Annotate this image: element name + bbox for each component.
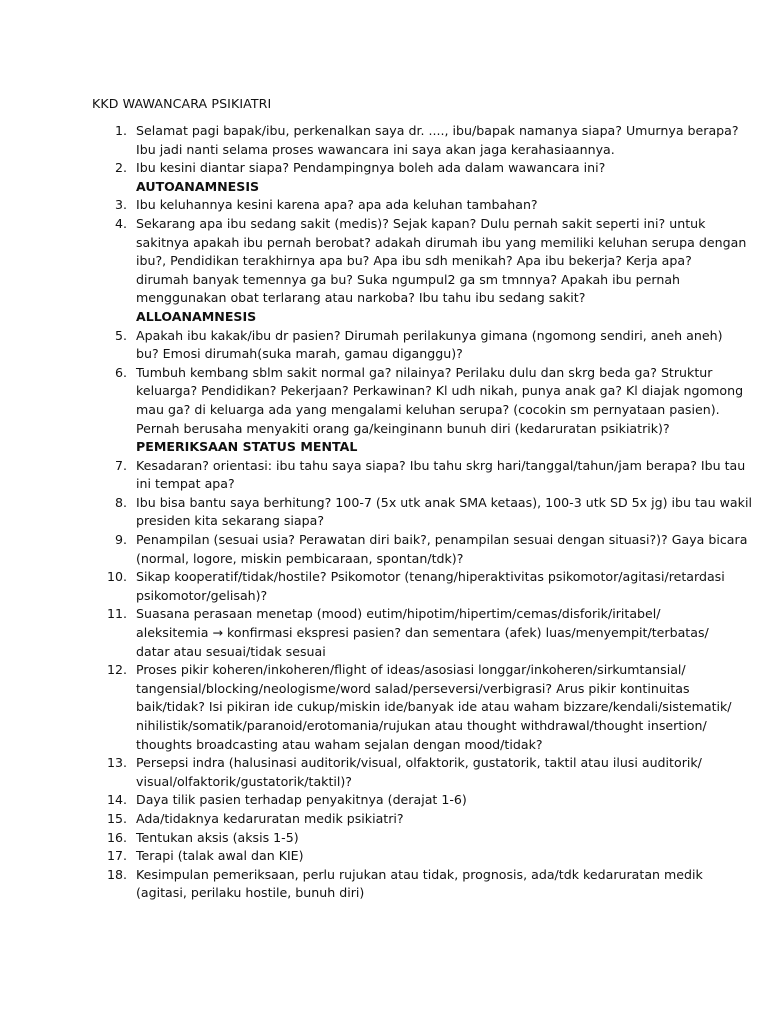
item-text-line: Ibu keluhannya kesini karena apa? apa ada keluhan tambahan? xyxy=(136,197,538,213)
item-text-line: Persepsi indra (halusinasi auditorik/visual, olfaktorik, gustatorik, taktil atau ilusi auditorik/ xyxy=(136,755,702,771)
item-text-line: ini tempat apa? xyxy=(136,476,235,492)
item-text-line: Suasana perasaan menetap (mood) eutim/hipotim/hipertim/cemas/disforik/iritabel/ xyxy=(136,606,661,622)
item-text-line: (normal, logore, miskin pembicaraan, spontan/tdk)? xyxy=(136,550,464,566)
item-number: 9. xyxy=(114,532,127,548)
list-item xyxy=(0,364,744,457)
item-text-line: Sekarang apa ibu sedang sakit (medis)? Sejak kapan? Dulu pernah sakit seperti ini? untuk xyxy=(136,215,706,231)
item-text-line: Ibu kesini diantar siapa? Pendampingnya boleh ada dalam wawancara ini? xyxy=(136,160,606,176)
list-item xyxy=(0,605,709,661)
item-number: 5. xyxy=(114,327,127,343)
list-item xyxy=(0,754,702,791)
list-item xyxy=(0,866,703,903)
list-item xyxy=(0,457,746,494)
item-text-line: tangensial/blocking/neologisme/word salad/perseversi/verbigrasi? Arus pikir kontinuitas xyxy=(136,680,690,696)
item-number: 3. xyxy=(114,197,127,213)
item-text-line: datar atau sesuai/tidak sesuai xyxy=(136,643,326,659)
item-number: 14. xyxy=(106,792,127,808)
item-text-line: Ibu jadi nanti selama proses wawancara ini saya akan jaga kerahasiaannya. xyxy=(136,141,615,157)
list-item xyxy=(0,196,676,215)
item-number: 6. xyxy=(114,364,127,380)
item-text-line: baik/tidak? Isi pikiran ide cukup/miskin ide/banyak ide atau waham bizzare/kendali/sistematik/ xyxy=(136,699,732,715)
item-text-line: mau ga? di keluarga ada yang mengalami keluhan serupa? (cocokin sm pernyataan pasien). xyxy=(136,401,720,417)
item-number: 11. xyxy=(106,606,127,622)
list-item xyxy=(0,494,752,531)
list-item xyxy=(0,122,739,159)
question-list xyxy=(0,122,768,903)
item-text-line: Selamat pagi bapak/ibu, perkenalkan saya dr. ...., ibu/bapak namanya siapa? Umurnya berapa? xyxy=(136,123,739,138)
item-text-line: presiden kita sekarang siapa? xyxy=(136,513,325,529)
document-title: KKD WAWANCARA PSIKIATRI xyxy=(92,96,272,111)
item-text-line: (agitasi, perilaku hostile, bunuh diri) xyxy=(136,885,365,901)
list-item xyxy=(0,847,676,866)
item-number: 15. xyxy=(106,810,127,826)
item-text-line: Pernah berusaha menyakiti orang ga/keinginann bunuh diri (kedaruratan psikiatrik)? xyxy=(136,420,670,436)
item-text-line: keluarga? Pendidikan? Pekerjaan? Perkawinan? Kl udh nikah, punya anak ga? Kl diajak ngomong xyxy=(136,383,744,399)
list-item xyxy=(0,159,676,196)
item-text-line: Penampilan (sesuai usia? Perawatan diri baik?, penampilan sesuai dengan situasi?)? Gaya bicara xyxy=(136,532,748,548)
list-item xyxy=(0,810,676,829)
section-heading: PEMERIKSAAN STATUS MENTAL xyxy=(136,439,358,455)
item-text-line: Apakah ibu kakak/ibu dr pasien? Dirumah perilakunya gimana (ngomong sendiri, aneh aneh) xyxy=(136,327,723,343)
item-text-line: Daya tilik pasien terhadap penyakitnya (derajat 1-6) xyxy=(136,792,467,808)
list-item xyxy=(0,829,676,848)
item-text-line: visual/olfaktorik/gustatorik/taktil)? xyxy=(136,773,352,789)
item-text-line: psikomotor/gelisah)? xyxy=(136,587,268,603)
item-text-line: bu? Emosi dirumah(suka marah, gamau diganggu)? xyxy=(136,346,463,362)
item-text-line: Sikap kooperatif/tidak/hostile? Psikomotor (tenang/hiperaktivitas psikomotor/agitasi/retardasi xyxy=(136,569,725,585)
item-number: 12. xyxy=(106,662,127,678)
item-text-line: sakitnya apakah ibu pernah berobat? adakah dirumah ibu yang memiliki keluhan serupa dengan xyxy=(136,234,747,250)
list-item xyxy=(0,791,676,810)
item-number: 7. xyxy=(114,457,127,473)
item-text-line: dirumah banyak temennya ga bu? Suka ngumpul2 ga sm tmnnya? Apakah ibu pernah xyxy=(136,271,681,287)
item-number: 13. xyxy=(106,755,127,771)
item-number: 18. xyxy=(106,866,127,882)
item-text-line: menggunakan obat terlarang atau narkoba? Ibu tahu ibu sedang sakit? xyxy=(136,290,586,306)
item-text-line: Tentukan aksis (aksis 1-5) xyxy=(136,829,299,845)
list-item xyxy=(0,568,725,605)
item-text-line: Terapi (talak awal dan KIE) xyxy=(136,848,304,864)
list-item xyxy=(0,327,723,364)
item-text-line: Kesimpulan pemeriksaan, perlu rujukan atau tidak, prognosis, ada/tdk kedaruratan medik xyxy=(136,866,703,882)
item-text-line: Ibu bisa bantu saya berhitung? 100-7 (5x utk anak SMA ketaas), 100-3 utk SD 5x jg) ibu tau wakil xyxy=(136,494,752,510)
item-text-line: ibu?, Pendidikan terakhirnya apa bu? Apa ibu sdh menikah? Apa ibu bekerja? Kerja apa? xyxy=(136,253,692,269)
item-text-line: Kesadaran? orientasi: ibu tahu saya siapa? Ibu tahu skrg hari/tanggal/tahun/jam berapa? Ibu tau xyxy=(136,457,746,473)
item-number: 10. xyxy=(106,569,127,585)
item-number: 4. xyxy=(114,215,127,231)
list-item xyxy=(0,661,732,754)
item-number: 8. xyxy=(114,494,127,510)
section-heading: ALLOANAMNESIS xyxy=(136,308,257,324)
item-number: 1. xyxy=(114,123,127,138)
item-text-line: aleksitemia → konfirmasi ekspresi pasien? dan sementara (afek) luas/menyempit/terbatas/ xyxy=(136,625,709,641)
item-number: 17. xyxy=(106,848,127,864)
list-item xyxy=(0,531,748,568)
item-number: 16. xyxy=(106,829,127,845)
item-text-line: thoughts broadcasting atau waham sejalan dengan mood/tidak? xyxy=(136,736,543,752)
item-number: 2. xyxy=(114,160,127,176)
item-text-line: Tumbuh kembang sblm sakit normal ga? nilainya? Perilaku dulu dan skrg beda ga? Struktur xyxy=(136,364,713,380)
item-text-line: nihilistik/somatik/paranoid/erotomania/rujukan atau thought withdrawal/thought insertion/ xyxy=(136,718,707,733)
item-text-line: Proses pikir koheren/inkoheren/flight of ideas/asosiasi longgar/inkoheren/sirkumtansial/ xyxy=(136,662,686,678)
item-text-line: Ada/tidaknya kedaruratan medik psikiatri? xyxy=(136,810,404,826)
list-item xyxy=(0,215,747,327)
section-heading: AUTOANAMNESIS xyxy=(136,178,260,194)
